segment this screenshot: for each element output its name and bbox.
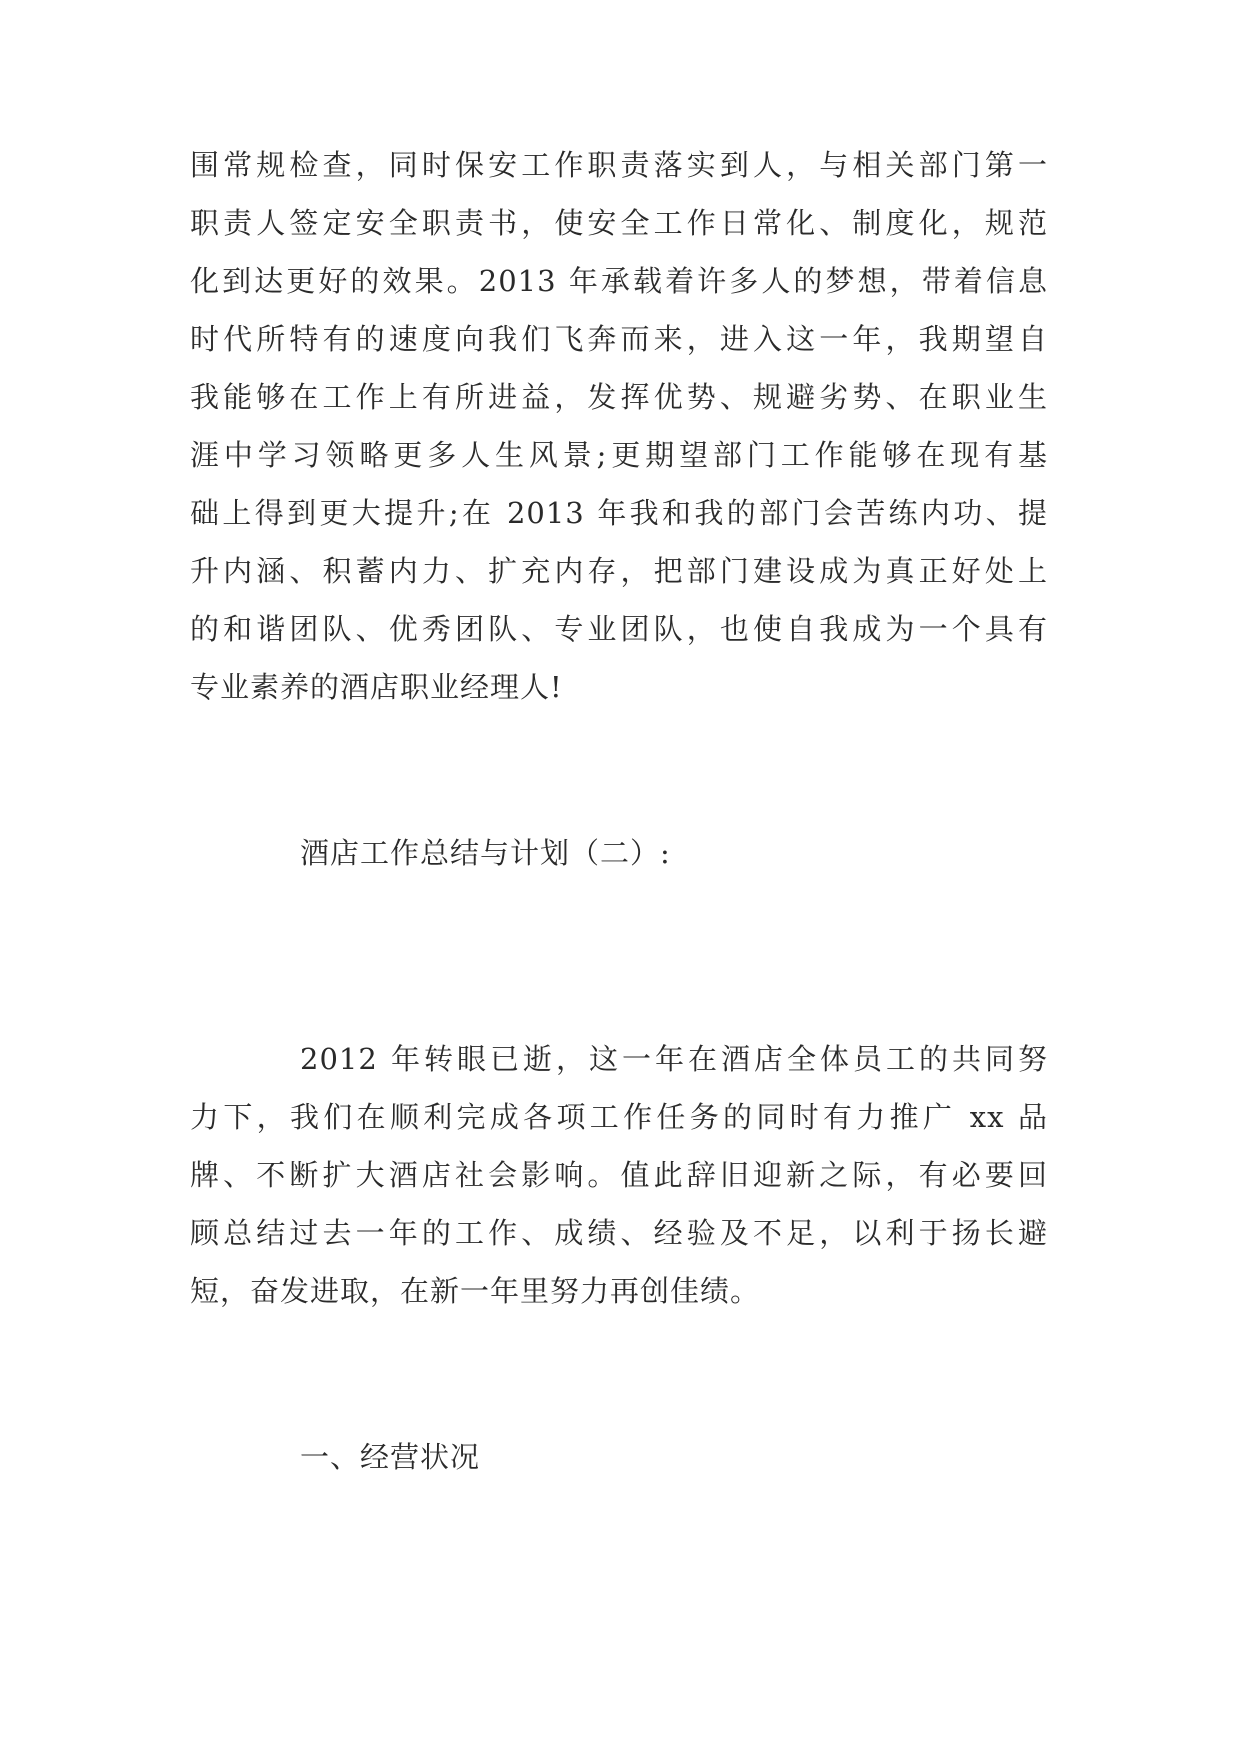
paragraph-1-line-6: 涯中学习领略更多人生风景;更期望部门工作能够在现有基 [190,438,1048,472]
paragraph-1-line-10: 专业素养的酒店职业经理人! [190,670,563,704]
paragraph-1-line-1: 围常规检查，同时保安工作职责落实到人，与相关部门第一 [190,148,1048,182]
paragraph-1-line-8: 升内涵、积蓄内力、扩充内存，把部门建设成为真正好处上 [190,554,1048,588]
paragraph-1-line-5: 我能够在工作上有所进益，发挥优势、规避劣势、在职业生 [190,380,1048,414]
paragraph-1-line-2: 职责人签定安全职责书，使安全工作日常化、制度化，规范 [190,206,1048,240]
paragraph-1-line-4: 时代所特有的速度向我们飞奔而来，进入这一年，我期望自 [190,322,1048,356]
paragraph-2-line-3: 牌、不断扩大酒店社会影响。值此辞旧迎新之际，有必要回 [190,1158,1048,1192]
paragraph-2-line-5: 短，奋发进取，在新一年里努力再创佳绩。 [190,1274,761,1308]
paragraph-2-line-1: 2012 年转眼已逝，这一年在酒店全体员工的共同努 [300,1042,1048,1076]
subheading: 一、经营状况 [300,1440,481,1474]
paragraph-1-line-9: 的和谐团队、优秀团队、专业团队，也使自我成为一个具有 [190,612,1048,646]
paragraph-1-line-7: 础上得到更大提升;在 2013 年我和我的部门会苦练内功、提 [190,496,1048,530]
section-title: 酒店工作总结与计划（二）: [300,836,671,870]
paragraph-2-line-4: 顾总结过去一年的工作、成绩、经验及不足，以利于扬长避 [190,1216,1048,1250]
paragraph-1-line-3: 化到达更好的效果。2013 年承载着许多人的梦想，带着信息 [190,264,1048,298]
paragraph-2-line-2: 力下，我们在顺利完成各项工作任务的同时有力推广 xx 品 [190,1100,1048,1134]
